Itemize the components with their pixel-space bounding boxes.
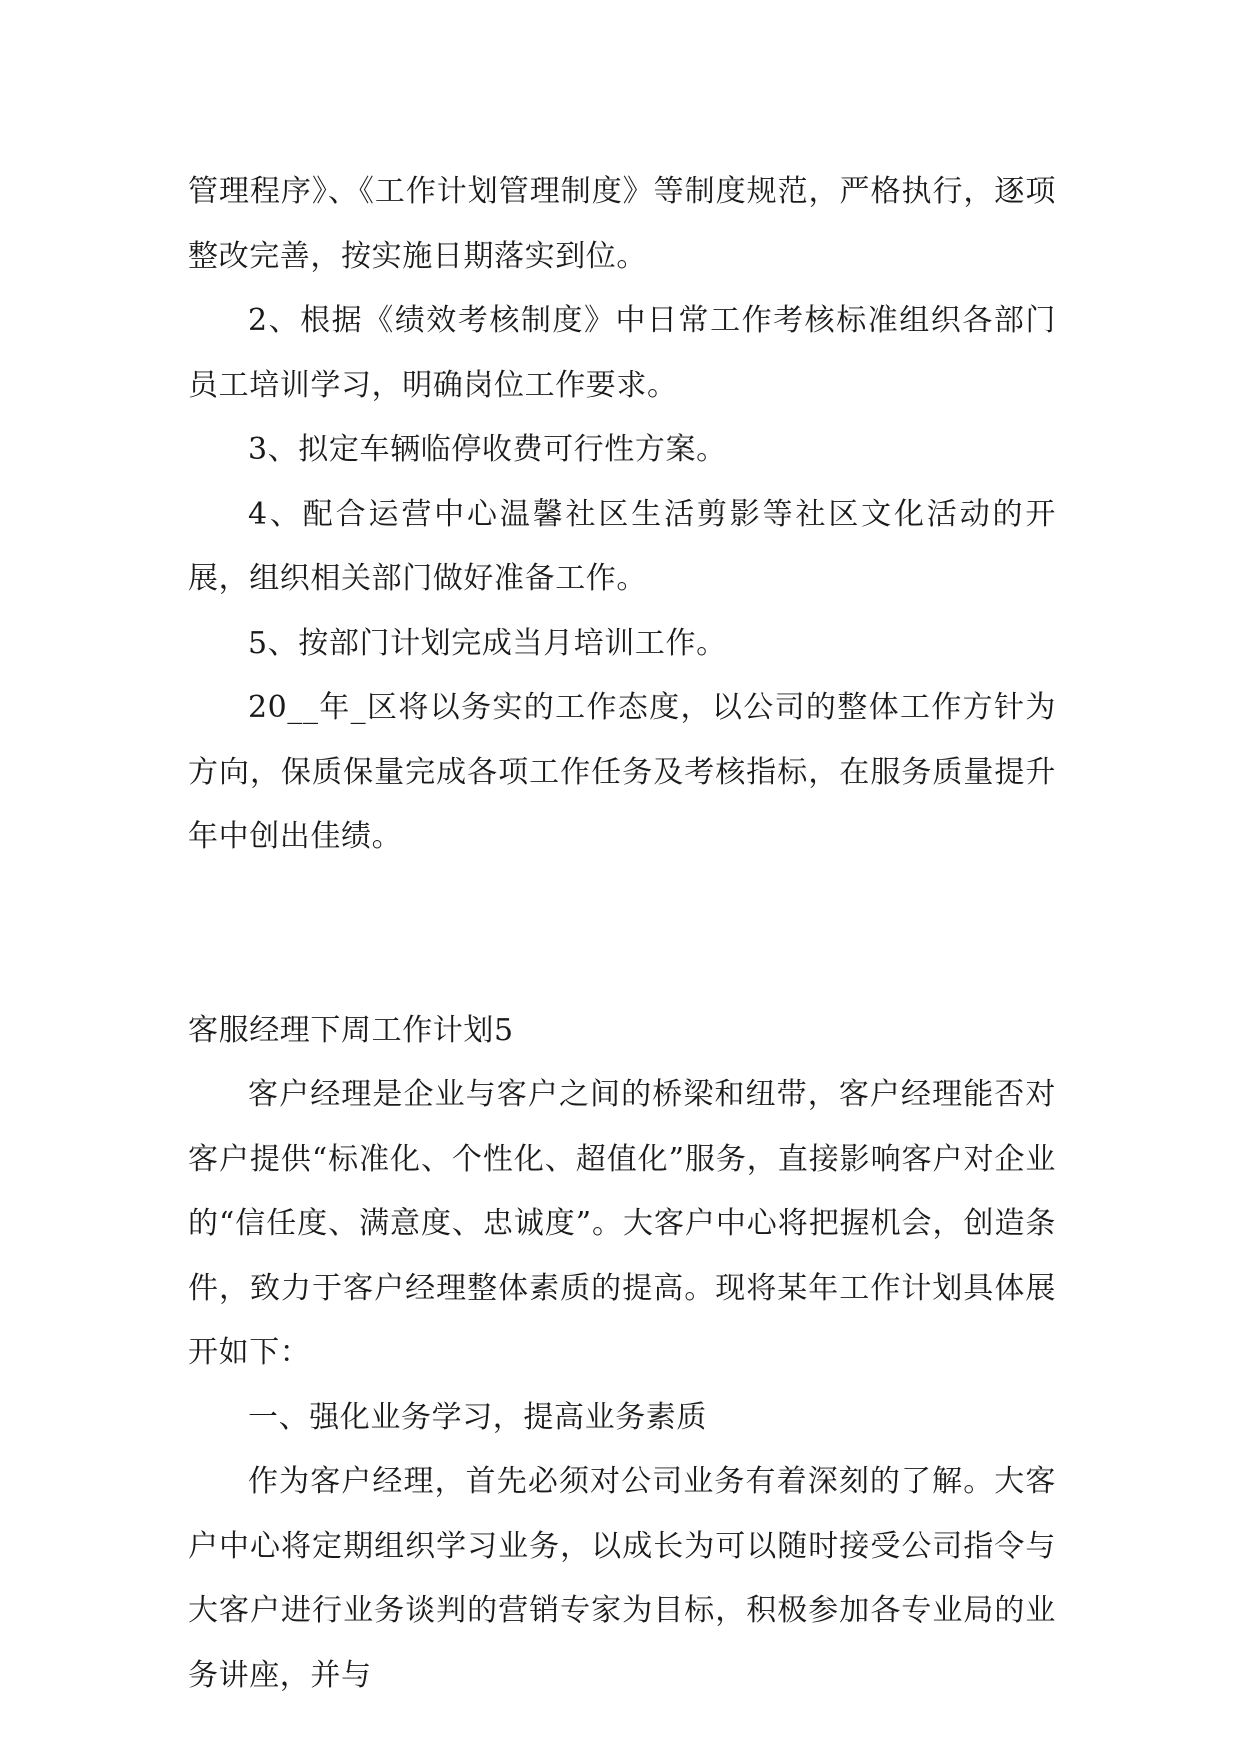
paragraph-item-5: 5、按部门计划完成当月培训工作。 <box>248 625 727 661</box>
section-title: 客服经理下周工作计划5 <box>188 1012 514 1048</box>
document-body <box>188 160 1056 1708</box>
paragraph-body: 作为客户经理，首先必须对公司业务有着深刻的了解。大客户中心将定期组织学习业务，以成长为可以随时接受公司指令与大客户进行业务谈判的营销专家为目标，积极参加各专业局的业务讲座，并与 <box>188 1464 1056 1693</box>
paragraph-continuation: 管理程序》、《工作计划管理制度》等制度规范，严格执行，逐项整改完善，按实施日期落实到位。 <box>188 174 1056 274</box>
paragraph-heading-1: 一、强化业务学习，提高业务素质 <box>248 1399 707 1435</box>
paragraph-conclusion: 20__年_区将以务实的工作态度，以公司的整体工作方针为方向，保质保量完成各项工作任务及考核指标，在服务质量提升年中创出佳绩。 <box>188 690 1056 854</box>
paragraph-item-2: 2、根据《绩效考核制度》中日常工作考核标准组织各部门员工培训学习，明确岗位工作要求。 <box>188 303 1056 403</box>
section-spacer <box>188 870 1056 999</box>
paragraph-intro: 客户经理是企业与客户之间的桥梁和纽带，客户经理能否对客户提供“标准化、个性化、超值化”服务，直接影响客户对企业的“信任度、满意度、忠诚度”。大客户中心将把握机会，创造条件，致力于客户经理整体素质的提高。现将某年工作计划具体展开如下： <box>188 1077 1056 1370</box>
paragraph-item-4: 4、配合运营中心温馨社区生活剪影等社区文化活动的开展，组织相关部门做好准备工作。 <box>188 496 1056 596</box>
paragraph-item-3: 3、拟定车辆临停收费可行性方案。 <box>248 432 727 467</box>
